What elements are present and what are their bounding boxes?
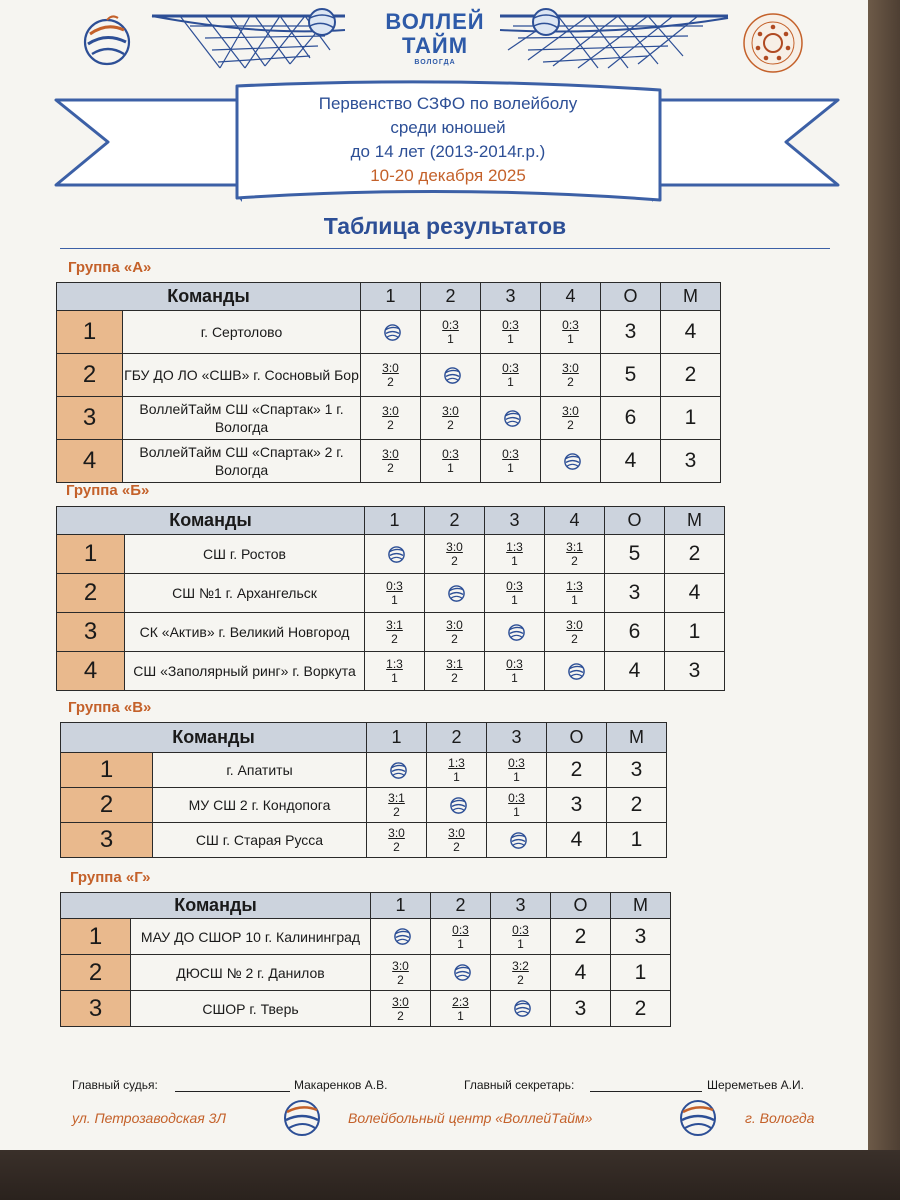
match-points: 2 bbox=[567, 418, 574, 432]
page-title: Таблица результатов bbox=[323, 213, 567, 239]
opponent-col-header: 1 bbox=[371, 893, 431, 919]
match-points: 1 bbox=[513, 770, 520, 784]
match-score-cell bbox=[491, 919, 551, 955]
set-score: 0:3 bbox=[502, 361, 519, 375]
match-points: 1 bbox=[453, 770, 460, 784]
total-points: 3 bbox=[605, 574, 665, 613]
opponent-col-header: 2 bbox=[421, 283, 481, 311]
self-match-cell bbox=[421, 354, 481, 397]
self-match-cell bbox=[427, 788, 487, 823]
match-score-cell bbox=[371, 955, 431, 991]
team-name: ВоллейТайм СШ «Спартак» 2 г. Вологда bbox=[123, 440, 361, 483]
volleyball-footer-right-icon bbox=[678, 1098, 718, 1138]
total-points: 3 bbox=[601, 311, 661, 354]
teams-header: Команды bbox=[57, 283, 361, 311]
match-score-cell bbox=[425, 535, 485, 574]
table-row bbox=[61, 919, 671, 955]
team-number: 3 bbox=[57, 613, 125, 652]
group-b-label: Группа «Б» bbox=[66, 482, 150, 499]
set-score: 3:0 bbox=[392, 958, 409, 973]
team-name: МАУ ДО СШОР 10 г. Калининград bbox=[131, 919, 371, 955]
match-score-cell bbox=[481, 354, 541, 397]
team-number: 3 bbox=[57, 397, 123, 440]
team-name: СШ «Заполярный ринг» г. Воркута bbox=[125, 652, 365, 691]
set-score: 0:3 bbox=[442, 447, 459, 461]
set-score: 0:3 bbox=[562, 318, 579, 332]
team-name: СШ г. Старая Русса bbox=[153, 823, 367, 858]
volleyball-icon bbox=[383, 323, 402, 342]
opponent-col-header: 1 bbox=[365, 507, 425, 535]
final-place: 4 bbox=[665, 574, 725, 613]
final-place: 2 bbox=[665, 535, 725, 574]
volleyball-icon bbox=[567, 662, 586, 681]
team-name: СШ г. Ростов bbox=[125, 535, 365, 574]
self-match-cell bbox=[365, 535, 425, 574]
place-header: М bbox=[665, 507, 725, 535]
school-seal-icon bbox=[742, 12, 804, 74]
team-name: СК «Актив» г. Великий Новгород bbox=[125, 613, 365, 652]
total-points: 4 bbox=[547, 823, 607, 858]
final-place: 1 bbox=[607, 823, 667, 858]
set-score: 3:0 bbox=[562, 404, 579, 418]
match-score-cell bbox=[485, 535, 545, 574]
self-match-cell bbox=[541, 440, 601, 483]
final-place: 3 bbox=[661, 440, 721, 483]
match-score-cell bbox=[361, 440, 421, 483]
match-points: 2 bbox=[391, 632, 398, 646]
total-points: 6 bbox=[601, 397, 661, 440]
team-name: ВоллейТайм СШ «Спартак» 1 г. Вологда bbox=[123, 397, 361, 440]
volleyball-icon bbox=[453, 963, 472, 982]
opponent-col-header: 3 bbox=[491, 893, 551, 919]
points-header: О bbox=[551, 893, 611, 919]
banner-dates: 10-20 декабря 2025 bbox=[370, 166, 526, 185]
match-score-cell bbox=[485, 574, 545, 613]
self-match-cell bbox=[545, 652, 605, 691]
final-place: 4 bbox=[661, 311, 721, 354]
place-header: М bbox=[661, 283, 721, 311]
volleyball-net-left-icon bbox=[150, 6, 350, 76]
match-score-cell bbox=[421, 440, 481, 483]
team-number: 2 bbox=[57, 574, 125, 613]
final-place: 2 bbox=[611, 991, 671, 1027]
opponent-col-header: 3 bbox=[481, 283, 541, 311]
brand-line2: ТАЙМ bbox=[401, 33, 469, 58]
center-name-text: Волейбольный центр «ВоллейТайм» bbox=[348, 1110, 593, 1126]
opponent-col-header: 2 bbox=[431, 893, 491, 919]
final-place: 3 bbox=[665, 652, 725, 691]
volleyball-icon bbox=[443, 366, 462, 385]
table-row bbox=[57, 397, 721, 440]
points-header: О bbox=[605, 507, 665, 535]
set-score: 3:0 bbox=[388, 826, 405, 840]
volleyball-icon bbox=[389, 761, 408, 780]
total-points: 2 bbox=[547, 753, 607, 788]
final-place: 1 bbox=[661, 397, 721, 440]
place-header: М bbox=[611, 893, 671, 919]
match-score-cell bbox=[491, 955, 551, 991]
total-points: 2 bbox=[551, 919, 611, 955]
set-score: 3:0 bbox=[446, 540, 463, 554]
total-points: 4 bbox=[551, 955, 611, 991]
group-v-label: Группа «В» bbox=[68, 699, 152, 716]
match-points: 1 bbox=[457, 936, 464, 951]
set-score: 3:0 bbox=[382, 404, 399, 418]
set-score: 3:0 bbox=[446, 618, 463, 632]
secretary-signature-line bbox=[590, 1091, 702, 1092]
volleyball-icon bbox=[503, 409, 522, 428]
team-number: 1 bbox=[57, 535, 125, 574]
match-points: 1 bbox=[447, 461, 454, 475]
match-points: 2 bbox=[387, 375, 394, 389]
self-match-cell bbox=[481, 397, 541, 440]
team-name: ДЮСШ № 2 г. Данилов bbox=[131, 955, 371, 991]
table-row bbox=[61, 753, 667, 788]
set-score: 0:3 bbox=[502, 447, 519, 461]
table-row bbox=[57, 354, 721, 397]
set-score: 3:1 bbox=[386, 618, 403, 632]
table-row bbox=[61, 991, 671, 1027]
match-points: 2 bbox=[387, 461, 394, 475]
match-score-cell bbox=[365, 613, 425, 652]
team-name: СШ №1 г. Архангельск bbox=[125, 574, 365, 613]
match-points: 1 bbox=[507, 375, 514, 389]
set-score: 3:0 bbox=[562, 361, 579, 375]
match-score-cell bbox=[481, 440, 541, 483]
brand-city: ВОЛОГДА bbox=[414, 59, 456, 66]
secretary-label: Главный секретарь: bbox=[464, 1078, 575, 1092]
match-score-cell bbox=[487, 753, 547, 788]
points-header: О bbox=[547, 723, 607, 753]
self-match-cell bbox=[485, 613, 545, 652]
opponent-col-header: 4 bbox=[545, 507, 605, 535]
volleyball-logo-icon bbox=[82, 12, 132, 68]
self-match-cell bbox=[371, 919, 431, 955]
set-score: 3:0 bbox=[442, 404, 459, 418]
match-points: 2 bbox=[397, 972, 404, 987]
match-points: 2 bbox=[451, 671, 458, 685]
team-number: 4 bbox=[57, 652, 125, 691]
total-points: 5 bbox=[605, 535, 665, 574]
opponent-col-header: 3 bbox=[485, 507, 545, 535]
volleyball-icon bbox=[507, 623, 526, 642]
set-score: 0:3 bbox=[512, 922, 529, 937]
table-row bbox=[57, 613, 725, 652]
table-row bbox=[57, 574, 725, 613]
match-score-cell bbox=[431, 919, 491, 955]
volleyball-icon bbox=[509, 831, 528, 850]
total-points: 3 bbox=[551, 991, 611, 1027]
match-points: 1 bbox=[511, 554, 518, 568]
volleyball-icon bbox=[449, 796, 468, 815]
table-row bbox=[61, 823, 667, 858]
banner-line2: среди юношей bbox=[390, 118, 506, 137]
team-name: СШОР г. Тверь bbox=[131, 991, 371, 1027]
match-points: 1 bbox=[507, 461, 514, 475]
team-number: 1 bbox=[57, 311, 123, 354]
opponent-col-header: 2 bbox=[427, 723, 487, 753]
set-score: 3:1 bbox=[388, 791, 405, 805]
match-score-cell bbox=[367, 788, 427, 823]
match-points: 1 bbox=[571, 593, 578, 607]
volleyball-icon bbox=[387, 545, 406, 564]
group-b-table bbox=[56, 506, 725, 691]
match-points: 2 bbox=[453, 840, 460, 854]
set-score: 0:3 bbox=[508, 756, 525, 770]
set-score: 3:1 bbox=[446, 657, 463, 671]
match-score-cell bbox=[541, 311, 601, 354]
total-points: 6 bbox=[605, 613, 665, 652]
volleyball-icon bbox=[563, 452, 582, 471]
set-score: 2:3 bbox=[452, 994, 469, 1009]
volleyball-icon bbox=[447, 584, 466, 603]
match-points: 1 bbox=[457, 1008, 464, 1023]
match-score-cell bbox=[365, 574, 425, 613]
match-score-cell bbox=[371, 991, 431, 1027]
points-header: О bbox=[601, 283, 661, 311]
set-score: 0:3 bbox=[506, 579, 523, 593]
group-g-label: Группа «Г» bbox=[70, 869, 151, 886]
volleyball-net-right-icon bbox=[498, 6, 733, 76]
match-score-cell bbox=[425, 652, 485, 691]
table-row bbox=[57, 652, 725, 691]
match-score-cell bbox=[545, 574, 605, 613]
match-score-cell bbox=[365, 652, 425, 691]
match-score-cell bbox=[541, 354, 601, 397]
team-number: 4 bbox=[57, 440, 123, 483]
team-name: ГБУ ДО ЛО «СШВ» г. Сосновый Бор bbox=[123, 354, 361, 397]
set-score: 0:3 bbox=[442, 318, 459, 332]
team-number: 2 bbox=[57, 354, 123, 397]
set-score: 3:0 bbox=[382, 361, 399, 375]
match-points: 2 bbox=[567, 375, 574, 389]
team-number: 3 bbox=[61, 991, 131, 1027]
self-match-cell bbox=[367, 753, 427, 788]
team-number: 1 bbox=[61, 753, 153, 788]
match-points: 2 bbox=[397, 1008, 404, 1023]
table-row bbox=[61, 788, 667, 823]
match-points: 1 bbox=[511, 671, 518, 685]
table-row bbox=[57, 535, 725, 574]
team-number: 2 bbox=[61, 788, 153, 823]
group-v-table bbox=[60, 722, 667, 858]
total-points: 3 bbox=[547, 788, 607, 823]
team-number: 1 bbox=[61, 919, 131, 955]
group-a-table bbox=[56, 282, 721, 483]
match-score-cell bbox=[421, 397, 481, 440]
final-place: 1 bbox=[611, 955, 671, 991]
match-score-cell bbox=[545, 535, 605, 574]
match-points: 1 bbox=[567, 332, 574, 346]
match-score-cell bbox=[367, 823, 427, 858]
opponent-col-header: 4 bbox=[541, 283, 601, 311]
table-row bbox=[61, 955, 671, 991]
table-row bbox=[57, 440, 721, 483]
opponent-col-header: 2 bbox=[425, 507, 485, 535]
match-score-cell bbox=[361, 397, 421, 440]
teams-header: Команды bbox=[61, 893, 371, 919]
match-score-cell bbox=[421, 311, 481, 354]
judge-name: Макаренков А.В. bbox=[294, 1078, 388, 1092]
secretary-name: Шереметьев А.И. bbox=[707, 1078, 804, 1092]
self-match-cell bbox=[425, 574, 485, 613]
match-points: 2 bbox=[393, 840, 400, 854]
team-name: г. Сертолово bbox=[123, 311, 361, 354]
group-a-label: Группа «А» bbox=[68, 259, 152, 276]
match-points: 2 bbox=[387, 418, 394, 432]
self-match-cell bbox=[361, 311, 421, 354]
match-points: 2 bbox=[451, 554, 458, 568]
match-points: 1 bbox=[391, 593, 398, 607]
self-match-cell bbox=[487, 823, 547, 858]
table-surface-bottom bbox=[0, 1150, 900, 1200]
set-score: 0:3 bbox=[506, 657, 523, 671]
set-score: 0:3 bbox=[386, 579, 403, 593]
set-score: 3:0 bbox=[448, 826, 465, 840]
match-score-cell bbox=[427, 753, 487, 788]
total-points: 4 bbox=[601, 440, 661, 483]
set-score: 3:0 bbox=[566, 618, 583, 632]
city-text: г. Вологда bbox=[745, 1110, 815, 1126]
match-points: 2 bbox=[571, 554, 578, 568]
teams-header: Команды bbox=[57, 507, 365, 535]
set-score: 3:0 bbox=[382, 447, 399, 461]
match-score-cell bbox=[361, 354, 421, 397]
match-score-cell bbox=[541, 397, 601, 440]
set-score: 1:3 bbox=[566, 579, 583, 593]
match-score-cell bbox=[545, 613, 605, 652]
match-points: 1 bbox=[517, 936, 524, 951]
set-score: 3:1 bbox=[566, 540, 583, 554]
final-place: 3 bbox=[607, 753, 667, 788]
opponent-col-header: 3 bbox=[487, 723, 547, 753]
set-score: 1:3 bbox=[448, 756, 465, 770]
match-score-cell bbox=[481, 311, 541, 354]
address-text: ул. Петрозаводская 3Л bbox=[72, 1110, 227, 1126]
self-match-cell bbox=[491, 991, 551, 1027]
match-points: 2 bbox=[517, 972, 524, 987]
team-number: 2 bbox=[61, 955, 131, 991]
volleyball-icon bbox=[513, 999, 532, 1018]
set-score: 3:0 bbox=[392, 994, 409, 1009]
banner-line3: до 14 лет (2013-2014г.р.) bbox=[350, 142, 546, 161]
match-points: 1 bbox=[511, 593, 518, 607]
title-divider bbox=[60, 248, 830, 249]
final-place: 1 bbox=[665, 613, 725, 652]
match-score-cell bbox=[427, 823, 487, 858]
match-points: 2 bbox=[393, 805, 400, 819]
volleyball-footer-left-icon bbox=[282, 1098, 322, 1138]
opponent-col-header: 1 bbox=[361, 283, 421, 311]
team-name: г. Апатиты bbox=[153, 753, 367, 788]
teams-header: Команды bbox=[61, 723, 367, 753]
brand-line1: ВОЛЛЕЙ bbox=[385, 9, 485, 34]
set-score: 3:2 bbox=[512, 958, 529, 973]
match-points: 2 bbox=[451, 632, 458, 646]
match-points: 1 bbox=[391, 671, 398, 685]
group-g-table bbox=[60, 892, 671, 1027]
banner-line1: Первенство СЗФО по волейболу bbox=[318, 94, 578, 113]
total-points: 5 bbox=[601, 354, 661, 397]
match-points: 1 bbox=[513, 805, 520, 819]
self-match-cell bbox=[431, 955, 491, 991]
place-header: М bbox=[607, 723, 667, 753]
set-score: 0:3 bbox=[508, 791, 525, 805]
set-score: 1:3 bbox=[386, 657, 403, 671]
match-score-cell bbox=[487, 788, 547, 823]
opponent-col-header: 1 bbox=[367, 723, 427, 753]
final-place: 3 bbox=[611, 919, 671, 955]
final-place: 2 bbox=[661, 354, 721, 397]
match-points: 2 bbox=[571, 632, 578, 646]
match-points: 1 bbox=[447, 332, 454, 346]
match-score-cell bbox=[425, 613, 485, 652]
judge-label: Главный судья: bbox=[72, 1078, 158, 1092]
table-surface-right bbox=[868, 0, 900, 1150]
match-points: 2 bbox=[447, 418, 454, 432]
table-row bbox=[57, 311, 721, 354]
team-number: 3 bbox=[61, 823, 153, 858]
match-points: 1 bbox=[507, 332, 514, 346]
total-points: 4 bbox=[605, 652, 665, 691]
brand-logo bbox=[360, 10, 510, 68]
set-score: 0:3 bbox=[452, 922, 469, 937]
match-score-cell bbox=[485, 652, 545, 691]
set-score: 1:3 bbox=[506, 540, 523, 554]
volleyball-icon bbox=[393, 927, 412, 946]
final-place: 2 bbox=[607, 788, 667, 823]
team-name: МУ СШ 2 г. Кондопога bbox=[153, 788, 367, 823]
judge-signature-line bbox=[175, 1091, 290, 1092]
match-score-cell bbox=[431, 991, 491, 1027]
banner-text bbox=[236, 92, 660, 188]
set-score: 0:3 bbox=[502, 318, 519, 332]
